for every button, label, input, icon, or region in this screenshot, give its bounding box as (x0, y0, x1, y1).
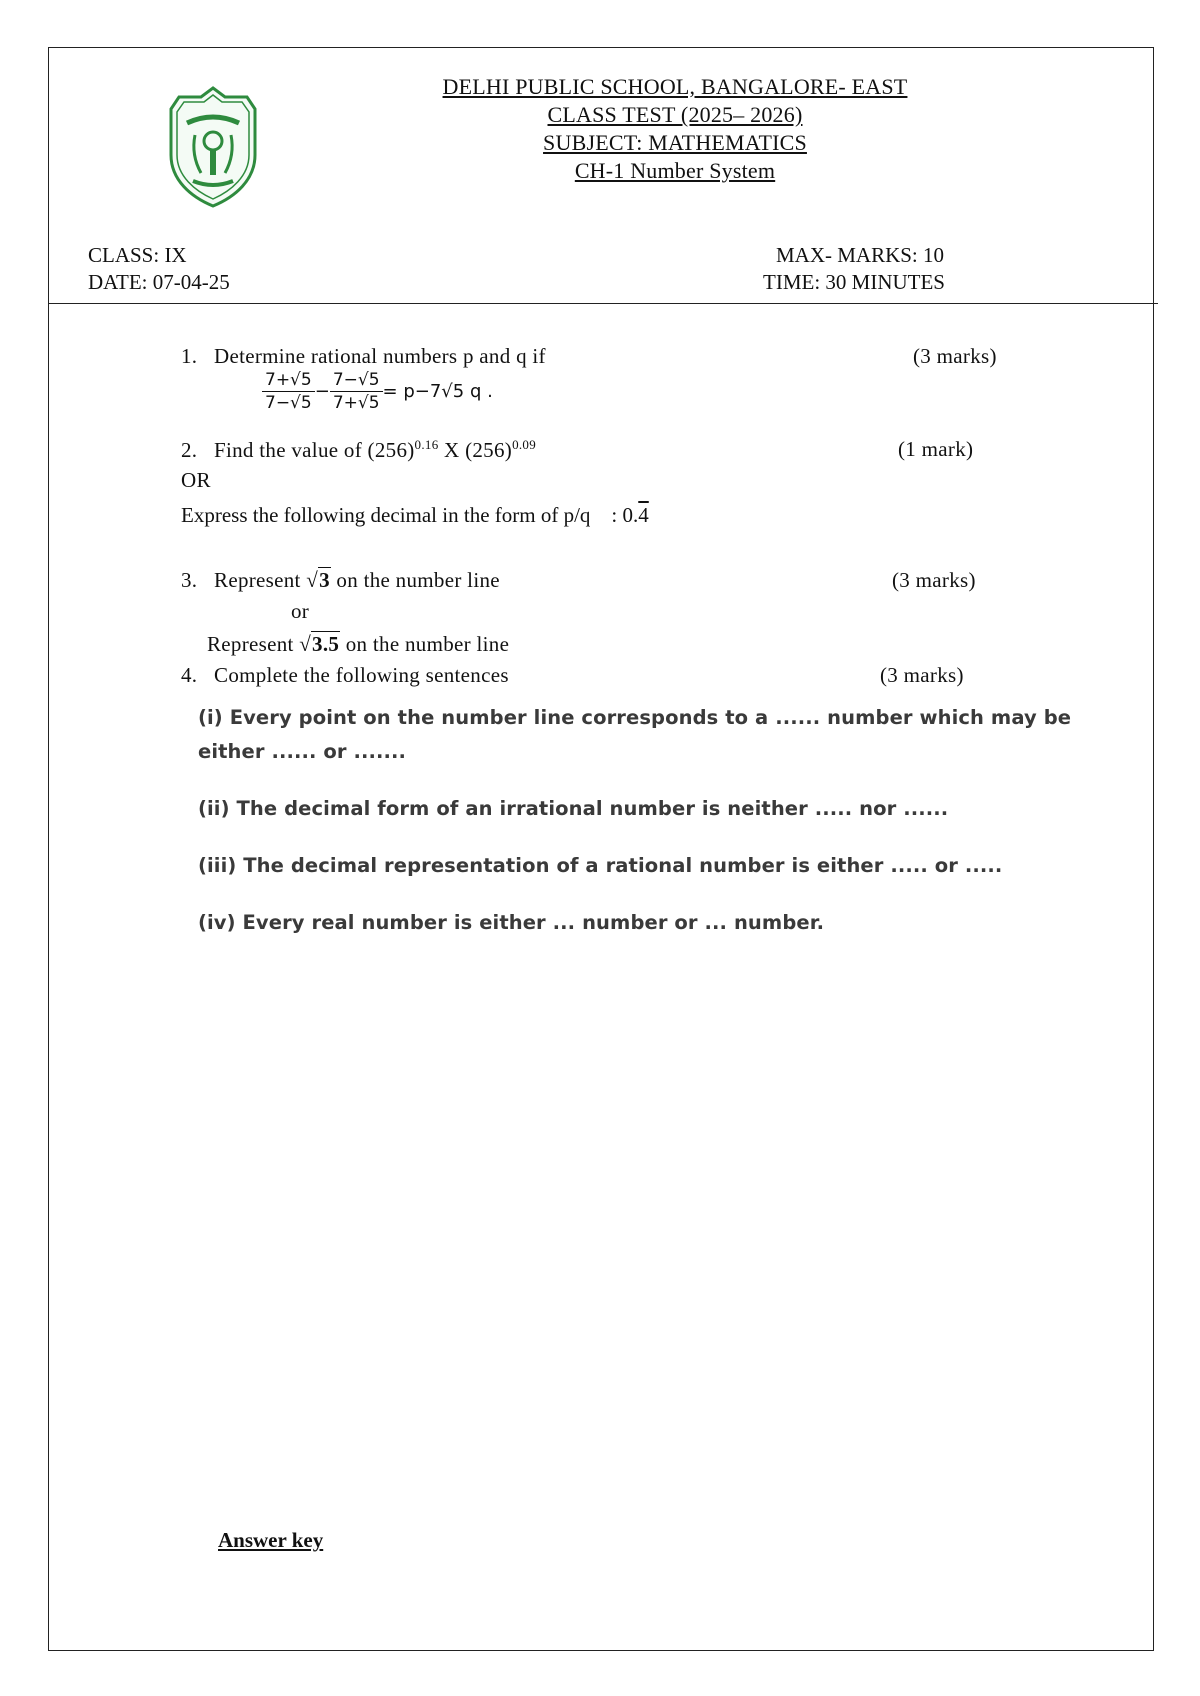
fraction-2-numerator: 7−√5 (330, 370, 383, 392)
minus-sign: − (314, 381, 330, 402)
question-4 (181, 663, 509, 688)
question-text-pre: Represent √ (214, 568, 319, 592)
recurring-digit: 4 (638, 503, 649, 527)
question-2 (181, 437, 536, 463)
date-label: DATE: 07-04-25 (88, 270, 230, 294)
sentence-iii: (iii) The decimal representation of a rational number is either ..... or ..... (198, 854, 1003, 877)
test-title: CLASS TEST (2025– 2026) (547, 102, 803, 127)
chapter-title: CH-1 Number System (574, 158, 776, 183)
equation-rhs: = p−7√5 q . (382, 381, 493, 402)
question-number: 1. (181, 344, 198, 368)
exponent-2: 0.09 (512, 437, 537, 452)
question-2-marks: (1 mark) (898, 437, 974, 461)
class-label: CLASS: IX (88, 243, 187, 267)
question-number: 2. (181, 438, 198, 462)
exponent-1: 0.16 (414, 437, 439, 452)
question-3-marks: (3 marks) (892, 568, 976, 592)
fraction-1-numerator: 7+√5 (262, 370, 315, 392)
max-marks-label: MAX- MARKS: 10 (776, 243, 945, 267)
alt-text-pre: Represent √ (207, 632, 312, 656)
question-2-or: OR (181, 468, 211, 492)
sentence-i-line-1: (i) Every point on the number line corresponds to a ...... number which may be (198, 706, 1072, 729)
question-text: Determine rational numbers p and q if (214, 344, 546, 368)
alt-question-text: Express the following decimal in the form of p/q (181, 503, 591, 527)
question-text-post: on the number line (330, 568, 500, 592)
radicand: 3 (319, 568, 330, 592)
fraction-1-denominator: 7−√5 (265, 393, 312, 413)
question-number: 3. (181, 568, 198, 592)
question-3-or: or (291, 599, 310, 623)
question-2-alternative (181, 503, 649, 528)
school-name: DELHI PUBLIC SCHOOL, BANGALORE- EAST (442, 74, 908, 99)
question-1-equation (262, 370, 493, 413)
alt-radicand: 3.5 (312, 632, 340, 656)
question-text: Complete the following sentences (214, 663, 509, 687)
question-3-alternative (207, 632, 509, 657)
subject-title: SUBJECT: MATHEMATICS (543, 130, 807, 155)
alt-colon-value: : 0. (611, 503, 639, 527)
sentence-iv: (iv) Every real number is either ... number or ... number. (198, 911, 825, 934)
question-1 (181, 344, 546, 369)
sentence-i-line-2: either ...... or ....... (198, 740, 407, 763)
question-4-marks: (3 marks) (880, 663, 964, 687)
fraction-1 (262, 370, 315, 413)
alt-text-post: on the number line (340, 632, 510, 656)
time-label: TIME: 30 MINUTES (763, 270, 945, 294)
question-number: 4. (181, 663, 198, 687)
question-3 (181, 568, 500, 593)
question-1-marks: (3 marks) (913, 344, 997, 368)
sentence-ii: (ii) The decimal form of an irrational number is neither ..... nor ...... (198, 797, 949, 820)
question-text-a: Find the value of (256) (214, 438, 415, 462)
question-text-b: X (256) (438, 438, 513, 462)
fraction-2 (330, 370, 383, 413)
header-divider (48, 303, 1158, 304)
fraction-2-denominator: 7+√5 (332, 393, 380, 413)
answer-key-heading: Answer key (218, 1528, 324, 1552)
school-crest-logo (165, 85, 261, 209)
